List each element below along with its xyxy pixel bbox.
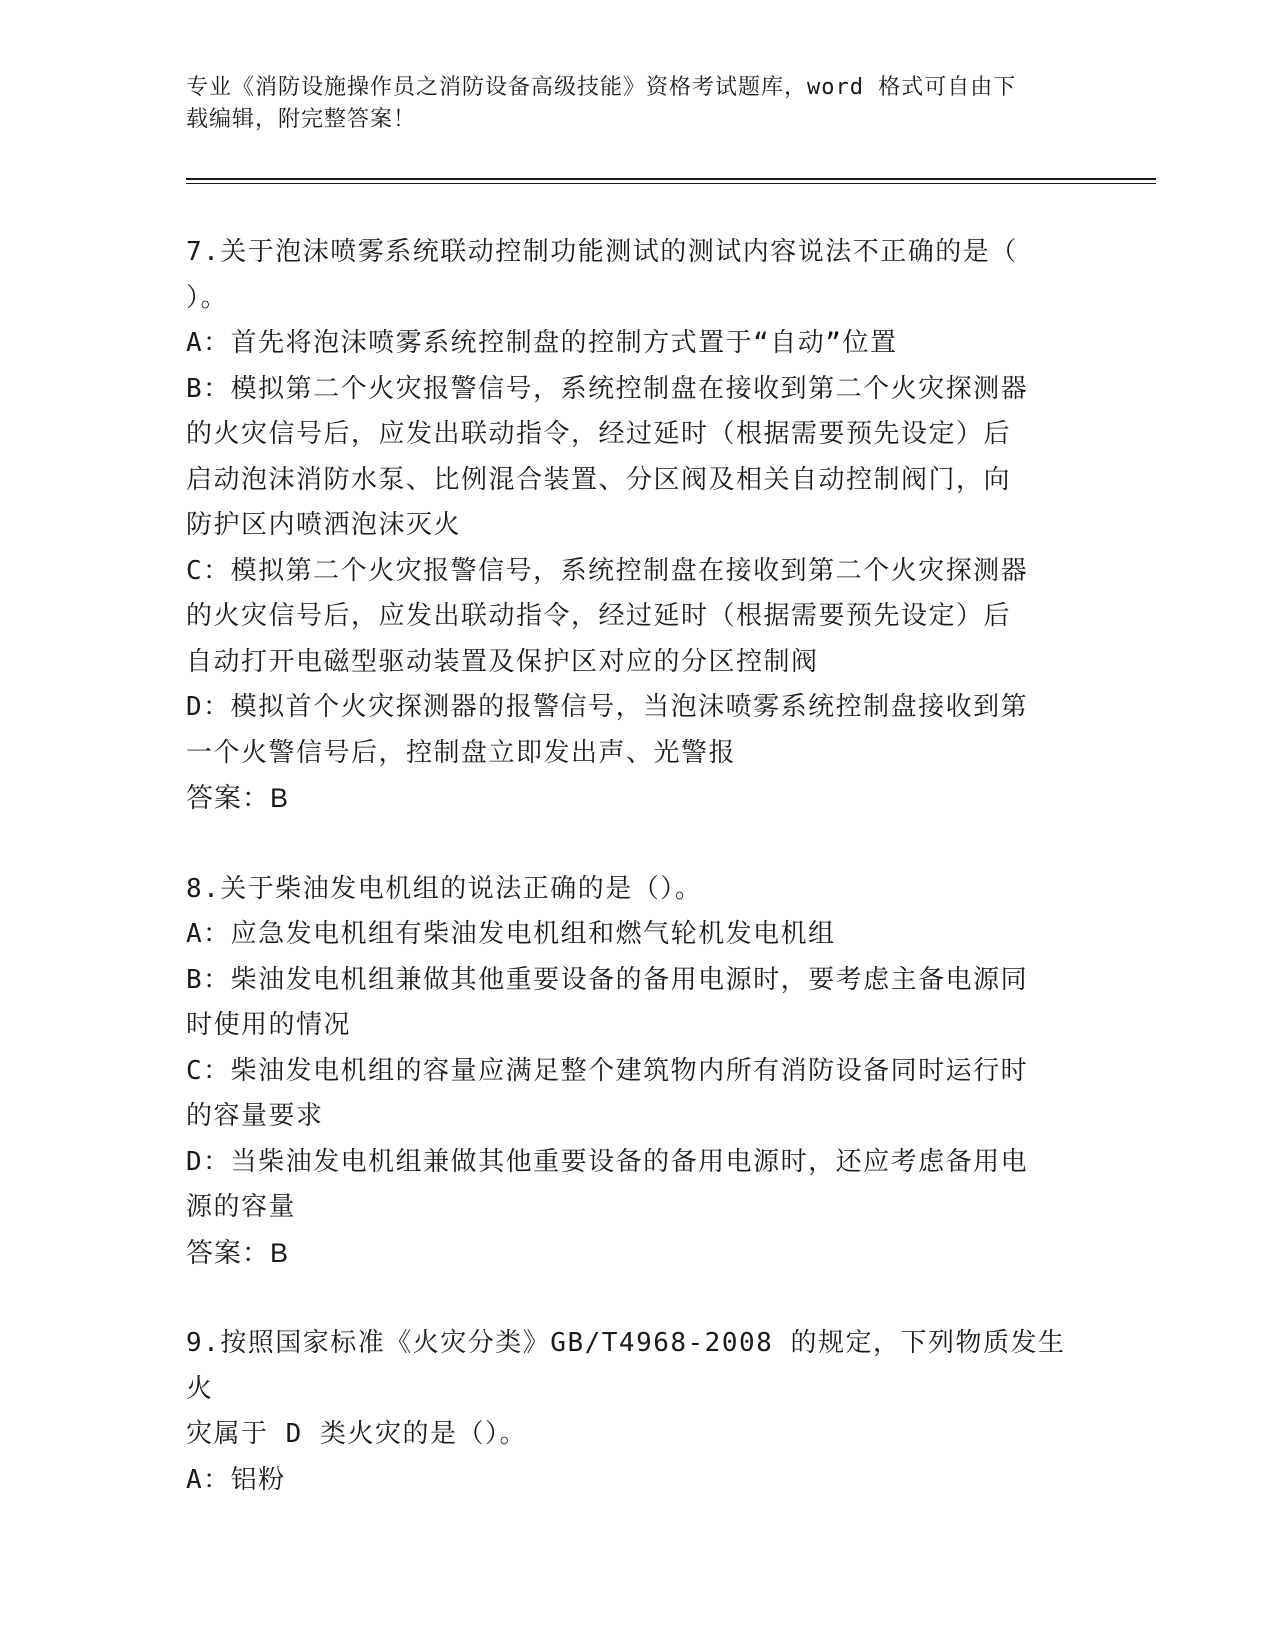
header-line: 载编辑，附完整答案！ (186, 107, 417, 132)
option-b: 的火灾信号后，应发出联动指令，经过延时（根据需要预先设定）后 (186, 419, 1012, 449)
option-b: 防护区内喷洒泡沫灭火 (186, 510, 462, 540)
question-spacer (186, 1276, 1086, 1321)
question-stem: ）。 (186, 282, 229, 313)
document-header (186, 72, 1066, 136)
option-c: 的火灾信号后，应发出联动指令，经过延时（根据需要预先设定）后 (186, 601, 1012, 631)
header-line: 专业《消防设施操作员之消防设备高级技能》资格考试题库，word 格式可自由下 (186, 75, 1017, 100)
question-stem: 9.按照国家标准《火灾分类》GB/T4968-2008 的规定，下列物质发生火 (186, 1328, 1066, 1404)
option-a: A：首先将泡沫喷雾系统控制盘的控制方式置于“自动”位置 (186, 328, 898, 358)
question-stem: 7.关于泡沫喷雾系统联动控制功能测试的测试内容说法不正确的是（ (186, 237, 1018, 267)
answer-label: 答案：B (186, 783, 290, 813)
option-b: B：模拟第二个火灾报警信号，系统控制盘在接收到第二个火灾探测器 (186, 373, 1029, 404)
option-d: D：模拟首个火灾探测器的报警信号，当泡沫喷雾系统控制盘接收到第 (186, 692, 1029, 722)
question-list (186, 230, 1086, 1503)
option-a: A：铝粉 (186, 1464, 286, 1495)
answer-label: 答案：B (186, 1237, 290, 1268)
option-c: C：柴油发电机组的容量应满足整个建筑物内所有消防设备同时运行时 (186, 1055, 1029, 1086)
option-c: 自动打开电磁型驱动装置及保护区对应的分区控制阀 (186, 646, 819, 677)
option-c: C：模拟第二个火灾报警信号，系统控制盘在接收到第二个火灾探测器 (186, 555, 1029, 586)
option-d: 源的容量 (186, 1192, 297, 1222)
question-item (186, 1321, 1086, 1503)
question-stem: 8.关于柴油发电机组的说法正确的是（）。 (186, 873, 703, 904)
question-stem: 灾属于 D 类火灾的是（）。 (186, 1419, 527, 1449)
header-divider-thick (186, 178, 1156, 180)
option-a: A：应急发电机组有柴油发电机组和燃气轮机发电机组 (186, 919, 836, 949)
question-item (186, 230, 1086, 822)
option-b: 时使用的情况 (186, 1010, 352, 1040)
option-c: 的容量要求 (186, 1101, 324, 1131)
question-item (186, 867, 1086, 1277)
option-b: 启动泡沫消防水泵、比例混合装置、分区阀及相关自动控制阀门，向 (186, 464, 1012, 495)
header-divider-thin (186, 183, 1156, 184)
option-b: B：柴油发电机组兼做其他重要设备的备用电源时，要考虑主备电源同 (186, 964, 1029, 995)
option-d: 一个火警信号后，控制盘立即发出声、光警报 (186, 737, 737, 768)
question-spacer (186, 822, 1086, 867)
option-d: D：当柴油发电机组兼做其他重要设备的备用电源时，还应考虑备用电 (186, 1146, 1029, 1177)
